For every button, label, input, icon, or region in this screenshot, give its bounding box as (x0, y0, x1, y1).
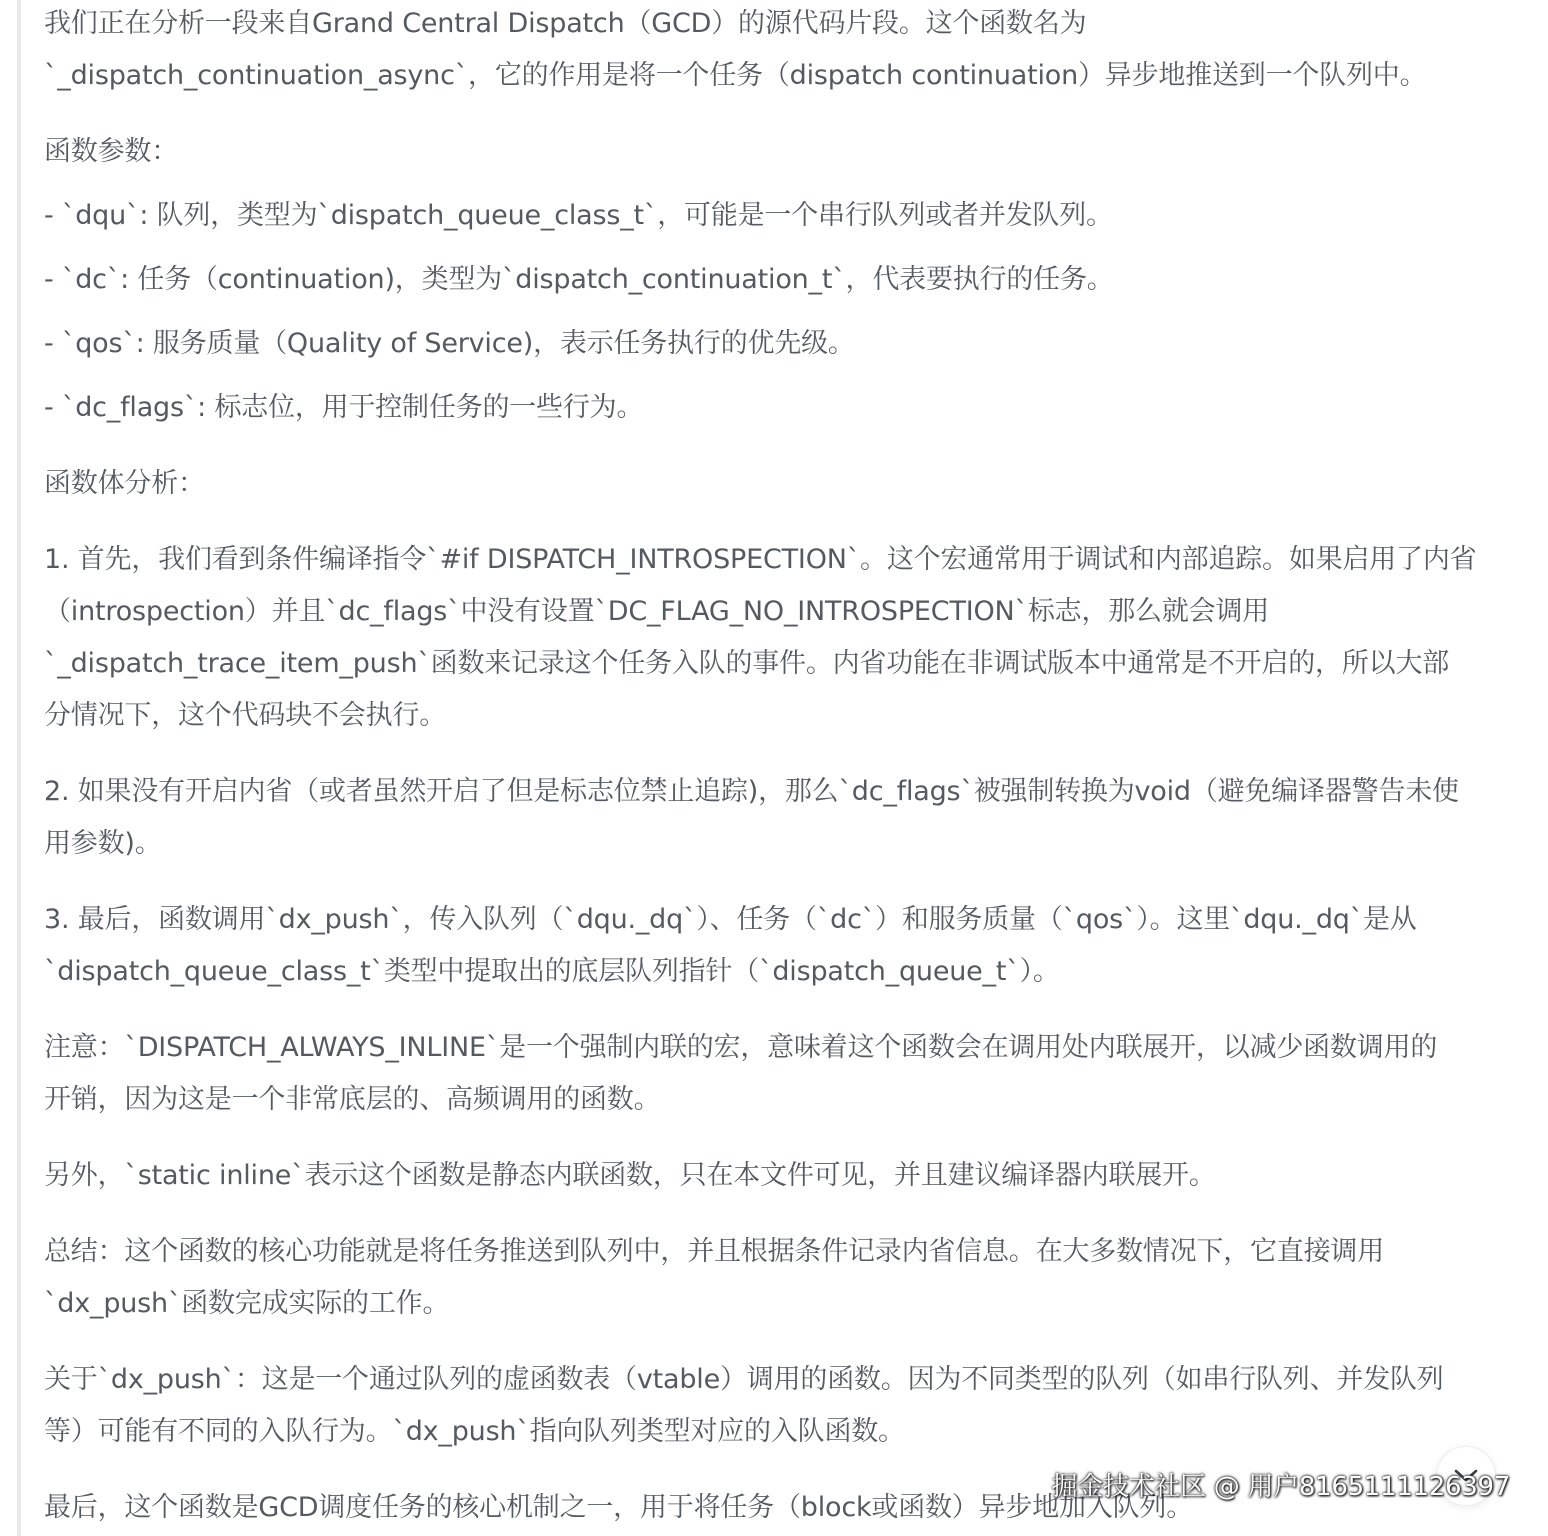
param-dc: - `dc`: 任务（continuation)，类型为`dispatch_continuation_t`，代表要执行的任务。 (44, 264, 1114, 295)
step-1-paragraph (44, 534, 1524, 742)
param-dc-flags: - `dc_flags`: 标志位，用于控制任务的一些行为。 (44, 392, 644, 423)
watermark: 掘金技术社区 @ 用户8165111126397 (1051, 1472, 1510, 1502)
dx-push-line-1: 关于`dx_push`：这是一个通过队列的虚函数表（vtable）调用的函数。因为不同类型的队列（如串行队列、并发队列 (44, 1364, 1444, 1395)
dx-push-line-2: 等）可能有不同的入队行为。`dx_push`指向队列类型对应的入队函数。 (44, 1416, 905, 1447)
step-1-line-2: （introspection）并且`dc_flags`中没有设置`DC_FLAG_NO_INTROSPECTION`标志，那么就会调用 (44, 596, 1270, 627)
param-qos: - `qos`: 服务质量（Quality of Service)，表示任务执行的优先级。 (44, 328, 855, 359)
note-line-1: 注意：`DISPATCH_ALWAYS_INLINE`是一个强制内联的宏，意味着这个函数会在调用处内联展开，以减少函数调用的 (44, 1032, 1438, 1063)
step-1-line-4: 分情况下，这个代码块不会执行。 (44, 700, 446, 731)
intro-line-2: `_dispatch_continuation_async`，它的作用是将一个任务（dispatch continuation）异步地推送到一个队列中。 (44, 60, 1427, 91)
intro-paragraph (44, 0, 1524, 102)
body-heading: 函数体分析： (44, 468, 205, 499)
blockquote-rule (17, 0, 21, 1536)
step-3-line-2: `dispatch_queue_class_t`类型中提取出的底层队列指针（`dispatch_queue_t`）。 (44, 956, 1060, 987)
note-line-2: 开销，因为这是一个非常底层的、高频调用的函数。 (44, 1084, 661, 1115)
final-paragraph: 最后，这个函数是GCD调度任务的核心机制之一，用于将任务（block或函数）异步地加入队列。 (44, 1492, 1194, 1523)
step-1-line-1: 1. 首先，我们看到条件编译指令`#if DISPATCH_INTROSPECTION`。这个宏通常用于调试和内部追踪。如果启用了内省 (44, 544, 1477, 575)
summary-line-1: 总结：这个函数的核心功能就是将任务推送到队列中，并且根据条件记录内省信息。在大多数情况下，它直接调用 (44, 1236, 1384, 1267)
step-2-line-1: 2. 如果没有开启内省（或者虽然开启了但是标志位禁止追踪)，那么`dc_flags`被强制转换为void（避免编译器警告未使 (44, 776, 1459, 807)
param-dqu: - `dqu`: 队列，类型为`dispatch_queue_class_t`，可能是一个串行队列或者并发队列。 (44, 200, 1113, 231)
step-2-line-2: 用参数)。 (44, 828, 162, 859)
dx-push-paragraph (44, 1354, 1524, 1458)
step-3-paragraph (44, 894, 1524, 998)
params-heading: 函数参数： (44, 136, 178, 167)
intro-line-1: 我们正在分析一段来自Grand Central Dispatch（GCD）的源代码片段。这个函数名为 (44, 8, 1087, 39)
summary-paragraph (44, 1226, 1524, 1330)
step-1-line-3: `_dispatch_trace_item_push`函数来记录这个任务入队的事件。内省功能在非调试版本中通常是不开启的，所以大部 (44, 648, 1450, 679)
summary-line-2: `dx_push`函数完成实际的工作。 (44, 1288, 450, 1319)
static-inline-paragraph: 另外，`static inline`表示这个函数是静态内联函数，只在本文件可见，并且建议编译器内联展开。 (44, 1160, 1216, 1191)
step-2-paragraph (44, 766, 1524, 870)
note-paragraph (44, 1022, 1524, 1126)
step-3-line-1: 3. 最后，函数调用`dx_push`，传入队列（`dqu._dq`）、任务（`dc`）和服务质量（`qos`）。这里`dqu._dq`是从 (44, 904, 1417, 935)
